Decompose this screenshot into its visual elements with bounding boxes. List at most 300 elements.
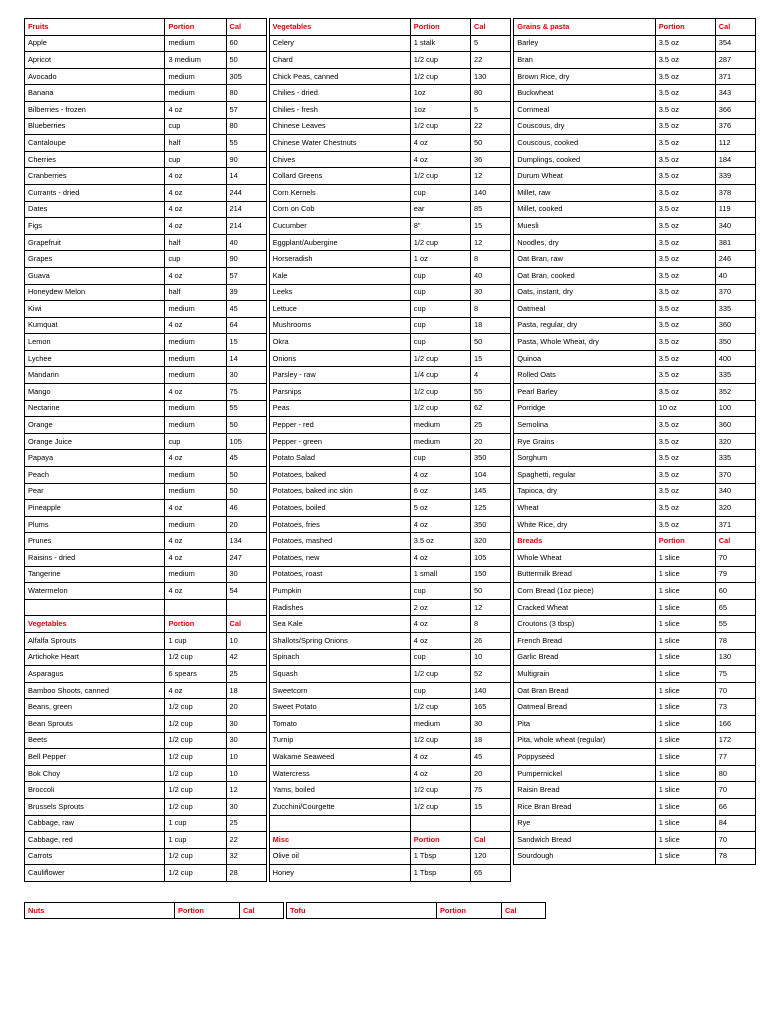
food-portion: 1 Tbsp: [410, 848, 470, 865]
table-row: [25, 168, 267, 185]
table-row: [269, 135, 511, 152]
table-row: [25, 848, 267, 865]
food-name: Pumpernickel: [514, 765, 656, 782]
table-row: [514, 317, 756, 334]
table-row: [25, 815, 267, 832]
food-cal: 350: [715, 334, 755, 351]
food-cal: 140: [471, 682, 511, 699]
table-row: [269, 566, 511, 583]
table-row: [514, 400, 756, 417]
table-row: [514, 35, 756, 52]
food-cal: 30: [471, 715, 511, 732]
food-portion: 1/2 cup: [410, 384, 470, 401]
table-row: [25, 715, 267, 732]
table-row: [269, 218, 511, 235]
column-header-portion: Portion: [410, 832, 470, 849]
food-name: Tomato: [269, 715, 410, 732]
food-cal: 30: [471, 284, 511, 301]
table-row: [25, 682, 267, 699]
food-cal: 32: [226, 848, 266, 865]
food-portion: 5 oz: [410, 500, 470, 517]
food-name: Potatoes, new: [269, 550, 410, 567]
food-portion: medium: [410, 433, 470, 450]
food-cal: 105: [226, 433, 266, 450]
food-portion: medium: [165, 400, 226, 417]
food-cal: 18: [226, 682, 266, 699]
table-row: [25, 483, 267, 500]
food-name: Parsley - raw: [269, 367, 410, 384]
food-cal: 130: [715, 649, 755, 666]
food-portion: 3.5 oz: [655, 85, 715, 102]
table-row: [25, 350, 267, 367]
food-name: Sea Kale: [269, 616, 410, 633]
food-cal: 25: [471, 417, 511, 434]
food-name: Oats, instant, dry: [514, 284, 656, 301]
table-row: [269, 682, 511, 699]
section-title: Tofu: [287, 902, 437, 919]
food-name: Pita, whole wheat (regular): [514, 732, 656, 749]
food-name: French Bread: [514, 632, 656, 649]
food-portion: 1 stalk: [410, 35, 470, 52]
table-row: [25, 832, 267, 849]
food-portion: 3.5 oz: [655, 151, 715, 168]
food-cal: 57: [226, 101, 266, 118]
food-name: Durum Wheat: [514, 168, 656, 185]
food-portion: 6 oz: [410, 483, 470, 500]
food-portion: 1 cup: [165, 815, 226, 832]
food-name: Pepper - red: [269, 417, 410, 434]
table-tofu-header: [286, 902, 546, 920]
food-portion: cup: [410, 334, 470, 351]
food-cal: 371: [715, 516, 755, 533]
table-row: [269, 550, 511, 567]
food-cal: 55: [226, 135, 266, 152]
food-name: Rye Grains: [514, 433, 656, 450]
food-name: Millet, cooked: [514, 201, 656, 218]
food-cal: 70: [715, 832, 755, 849]
table-grains-breads: [513, 18, 756, 865]
table-row: [25, 798, 267, 815]
food-portion: medium: [165, 350, 226, 367]
food-name: Guava: [25, 267, 165, 284]
food-name: Sweet Potato: [269, 699, 410, 716]
food-cal: 90: [226, 151, 266, 168]
table-row: [269, 384, 511, 401]
food-portion: 4 oz: [165, 384, 226, 401]
column-header-portion: Portion: [655, 19, 715, 36]
table-header-row: [25, 616, 267, 633]
food-cal: 15: [471, 798, 511, 815]
table-row: [25, 566, 267, 583]
food-cal: 247: [226, 550, 266, 567]
table-row: [269, 400, 511, 417]
food-portion: 4 oz: [165, 218, 226, 235]
food-name: Bok Choy: [25, 765, 165, 782]
table-row: [25, 201, 267, 218]
table-row: [25, 284, 267, 301]
food-name: Sourdough: [514, 848, 656, 865]
food-cal: 400: [715, 350, 755, 367]
table-row: [269, 533, 511, 550]
food-cal: 20: [471, 765, 511, 782]
food-name: Pita: [514, 715, 656, 732]
table-row: [514, 301, 756, 318]
food-portion: cup: [165, 433, 226, 450]
food-cal: 50: [226, 467, 266, 484]
food-name: Raisin Bread: [514, 782, 656, 799]
table-vegetables-continued: [269, 18, 512, 882]
table-row: [269, 848, 511, 865]
food-portion: cup: [410, 301, 470, 318]
table-row: [514, 666, 756, 683]
food-cal: 22: [471, 52, 511, 69]
table-row: [25, 184, 267, 201]
food-cal: 40: [226, 234, 266, 251]
food-name: Tangerine: [25, 566, 165, 583]
food-portion: 1oz: [410, 85, 470, 102]
food-cal: 214: [226, 218, 266, 235]
section-title: Breads: [514, 533, 656, 550]
food-portion: 4 oz: [165, 201, 226, 218]
table-row: [269, 699, 511, 716]
food-cal: 80: [226, 118, 266, 135]
table-row: [25, 101, 267, 118]
food-cal: 70: [715, 682, 755, 699]
food-cal: 54: [226, 583, 266, 600]
food-cal: 65: [715, 599, 755, 616]
food-name: Pear: [25, 483, 165, 500]
food-cal: 50: [471, 334, 511, 351]
food-name: Honey: [269, 865, 410, 882]
table-row: [25, 865, 267, 882]
table-row: [25, 367, 267, 384]
table-row: [25, 68, 267, 85]
table-row: [514, 782, 756, 799]
food-portion: medium: [165, 85, 226, 102]
table-row: [514, 367, 756, 384]
food-name: Lettuce: [269, 301, 410, 318]
food-name: Bilberries - frozen: [25, 101, 165, 118]
food-name: Beans, green: [25, 699, 165, 716]
food-portion: 4 oz: [410, 550, 470, 567]
food-cal: 45: [226, 450, 266, 467]
table-row: [514, 616, 756, 633]
table-header-row: [269, 832, 511, 849]
food-name: Potatoes, mashed: [269, 533, 410, 550]
table-row: [25, 218, 267, 235]
table-row: [514, 350, 756, 367]
food-cal: 25: [226, 815, 266, 832]
food-name: Pumpkin: [269, 583, 410, 600]
food-name: Orange Juice: [25, 433, 165, 450]
food-cal: 18: [471, 317, 511, 334]
food-name: Cabbage, red: [25, 832, 165, 849]
food-portion: 1 slice: [655, 715, 715, 732]
column-header-cal: Cal: [471, 832, 511, 849]
food-name: Eggplant/Aubergine: [269, 234, 410, 251]
food-cal: 320: [715, 500, 755, 517]
food-portion: 4 oz: [410, 616, 470, 633]
section-title: Vegetables: [269, 19, 410, 36]
food-name: Oatmeal: [514, 301, 656, 318]
table-row: [514, 433, 756, 450]
table-row: [269, 798, 511, 815]
food-portion: 3.5 oz: [655, 500, 715, 517]
food-cal: 360: [715, 417, 755, 434]
food-cal: 30: [226, 367, 266, 384]
food-portion: 3.5 oz: [655, 467, 715, 484]
food-portion: medium: [165, 516, 226, 533]
food-portion: 3.5 oz: [655, 218, 715, 235]
table-row: [514, 599, 756, 616]
food-portion: 8": [410, 218, 470, 235]
table-row: [269, 201, 511, 218]
food-portion: 1/2 cup: [165, 649, 226, 666]
table-row: [514, 201, 756, 218]
column-header-portion: Portion: [165, 616, 226, 633]
food-portion: 3.5 oz: [655, 284, 715, 301]
food-cal: 39: [226, 284, 266, 301]
food-portion: 1 slice: [655, 616, 715, 633]
table-row: [514, 384, 756, 401]
food-cal: 64: [226, 317, 266, 334]
food-name: Oat Bran Bread: [514, 682, 656, 699]
food-cal: 320: [471, 533, 511, 550]
food-cal: 50: [471, 583, 511, 600]
food-cal: 366: [715, 101, 755, 118]
table-row: [514, 334, 756, 351]
food-portion: 3.5 oz: [655, 483, 715, 500]
table-row: [269, 35, 511, 52]
food-portion: 4 oz: [165, 267, 226, 284]
table-row: [269, 234, 511, 251]
food-name: Cauliflower: [25, 865, 165, 882]
food-cal: 340: [715, 218, 755, 235]
food-portion: 1 cup: [165, 832, 226, 849]
food-name: Watercress: [269, 765, 410, 782]
food-cal: 36: [471, 151, 511, 168]
table-row: [514, 135, 756, 152]
food-name: Corn on Cob: [269, 201, 410, 218]
food-portion: 3.5 oz: [655, 367, 715, 384]
food-cal: 352: [715, 384, 755, 401]
food-name: Apple: [25, 35, 165, 52]
food-cal: 42: [226, 649, 266, 666]
column-header-cal: Cal: [240, 902, 284, 919]
food-cal: 26: [471, 632, 511, 649]
table-row: [269, 184, 511, 201]
food-portion: cup: [165, 151, 226, 168]
food-portion: 3.5 oz: [655, 350, 715, 367]
food-portion: 1/2 cup: [165, 782, 226, 799]
table-row: [514, 765, 756, 782]
food-portion: cup: [410, 317, 470, 334]
table-row: [25, 500, 267, 517]
food-name: Lemon: [25, 334, 165, 351]
table-row: [514, 550, 756, 567]
food-name: Grapes: [25, 251, 165, 268]
food-name: Corn Bread (1oz piece): [514, 583, 656, 600]
table-row: [25, 699, 267, 716]
food-cal: 305: [226, 68, 266, 85]
food-name: White Rice, dry: [514, 516, 656, 533]
food-cal: 55: [226, 400, 266, 417]
food-name: Couscous, cooked: [514, 135, 656, 152]
food-name: Watermelon: [25, 583, 165, 600]
food-cal: 20: [226, 516, 266, 533]
table-row: [269, 52, 511, 69]
table-fruits: [24, 18, 267, 882]
food-portion: medium: [165, 483, 226, 500]
food-portion: 1 slice: [655, 566, 715, 583]
food-name: Poppyseed: [514, 749, 656, 766]
food-portion: 4 oz: [165, 450, 226, 467]
food-name: Banana: [25, 85, 165, 102]
table-row: [25, 251, 267, 268]
food-portion: ear: [410, 201, 470, 218]
food-portion: 1 slice: [655, 815, 715, 832]
table-row: [269, 649, 511, 666]
column-header-cal: Cal: [502, 902, 546, 919]
food-name: Raisins - dried: [25, 550, 165, 567]
food-cal: 10: [226, 765, 266, 782]
food-name: Beets: [25, 732, 165, 749]
food-name: Pasta, Whole Wheat, dry: [514, 334, 656, 351]
table-row: [514, 500, 756, 517]
food-cal: 30: [226, 715, 266, 732]
table-row: [269, 151, 511, 168]
food-portion: medium: [165, 301, 226, 318]
food-name: Prunes: [25, 533, 165, 550]
column-header-cal: Cal: [715, 19, 755, 36]
food-portion: 1/2 cup: [410, 234, 470, 251]
table-row: [25, 317, 267, 334]
food-portion: medium: [410, 715, 470, 732]
food-name: Cracked Wheat: [514, 599, 656, 616]
table-row: [514, 732, 756, 749]
food-cal: 50: [226, 483, 266, 500]
food-portion: medium: [165, 68, 226, 85]
food-name: Cherries: [25, 151, 165, 168]
food-name: Muesli: [514, 218, 656, 235]
food-portion: 1 slice: [655, 749, 715, 766]
food-portion: 4 oz: [410, 765, 470, 782]
food-cal: 20: [226, 699, 266, 716]
food-cal: 12: [471, 234, 511, 251]
food-cal: 60: [226, 35, 266, 52]
food-portion: 1 slice: [655, 798, 715, 815]
table-row: [514, 467, 756, 484]
food-name: Olive oil: [269, 848, 410, 865]
table-row: [269, 467, 511, 484]
food-name: Rye: [514, 815, 656, 832]
table-row: [25, 632, 267, 649]
food-portion: 4 oz: [410, 151, 470, 168]
food-name: Peas: [269, 400, 410, 417]
food-portion: 3.5 oz: [655, 168, 715, 185]
food-cal: 335: [715, 367, 755, 384]
food-portion: 1 slice: [655, 649, 715, 666]
food-portion: 1/2 cup: [165, 715, 226, 732]
table-row: [269, 417, 511, 434]
food-cal: 105: [471, 550, 511, 567]
food-cal: 335: [715, 301, 755, 318]
food-name: Lychee: [25, 350, 165, 367]
food-portion: 1 oz: [410, 251, 470, 268]
food-cal: 22: [226, 832, 266, 849]
food-name: Noodles, dry: [514, 234, 656, 251]
food-portion: medium: [165, 467, 226, 484]
food-cal: 52: [471, 666, 511, 683]
food-portion: 1 slice: [655, 550, 715, 567]
food-portion: 1 slice: [655, 632, 715, 649]
food-portion: 3.5 oz: [655, 384, 715, 401]
food-name: Chick Peas, canned: [269, 68, 410, 85]
food-name: Honeydew Melon: [25, 284, 165, 301]
table-row: [25, 533, 267, 550]
column-header-cal: Cal: [471, 19, 511, 36]
table-row: [25, 433, 267, 450]
food-cal: 166: [715, 715, 755, 732]
section-title: Nuts: [25, 902, 175, 919]
table-row: [514, 267, 756, 284]
column-header-portion: Portion: [437, 902, 502, 919]
table-row: [269, 616, 511, 633]
table-row: [514, 184, 756, 201]
table-row: [514, 832, 756, 849]
food-cal: 214: [226, 201, 266, 218]
food-name: Barley: [514, 35, 656, 52]
food-portion: 3.5 oz: [655, 251, 715, 268]
food-name: Bell Pepper: [25, 749, 165, 766]
table-row: [25, 516, 267, 533]
food-portion: 4 oz: [165, 168, 226, 185]
food-portion: 1/2 cup: [410, 118, 470, 135]
food-name: Potatoes, roast: [269, 566, 410, 583]
food-cal: 90: [226, 251, 266, 268]
food-portion: cup: [410, 649, 470, 666]
column-2: [269, 18, 512, 882]
food-cal: 70: [715, 550, 755, 567]
food-cal: 45: [226, 301, 266, 318]
food-portion: cup: [410, 267, 470, 284]
food-portion: 1/2 cup: [410, 699, 470, 716]
column-3: [513, 18, 756, 865]
food-cal: 77: [715, 749, 755, 766]
table-row: [25, 417, 267, 434]
food-portion: 3.5 oz: [655, 450, 715, 467]
food-cal: 55: [471, 384, 511, 401]
food-cal: 30: [226, 566, 266, 583]
food-cal: 350: [471, 450, 511, 467]
table-row: [269, 301, 511, 318]
food-cal: 30: [226, 798, 266, 815]
food-name: Orange: [25, 417, 165, 434]
food-cal: 80: [471, 85, 511, 102]
food-name: Croutons (3 tbsp): [514, 616, 656, 633]
table-row: [514, 649, 756, 666]
table-row: [514, 516, 756, 533]
food-cal: 79: [715, 566, 755, 583]
food-cal: 339: [715, 168, 755, 185]
food-cal: 46: [226, 500, 266, 517]
food-cal: 15: [471, 218, 511, 235]
food-name: Bean Sprouts: [25, 715, 165, 732]
table-row: [269, 85, 511, 102]
food-cal: 28: [226, 865, 266, 882]
table-row: [269, 334, 511, 351]
table-row: [514, 68, 756, 85]
